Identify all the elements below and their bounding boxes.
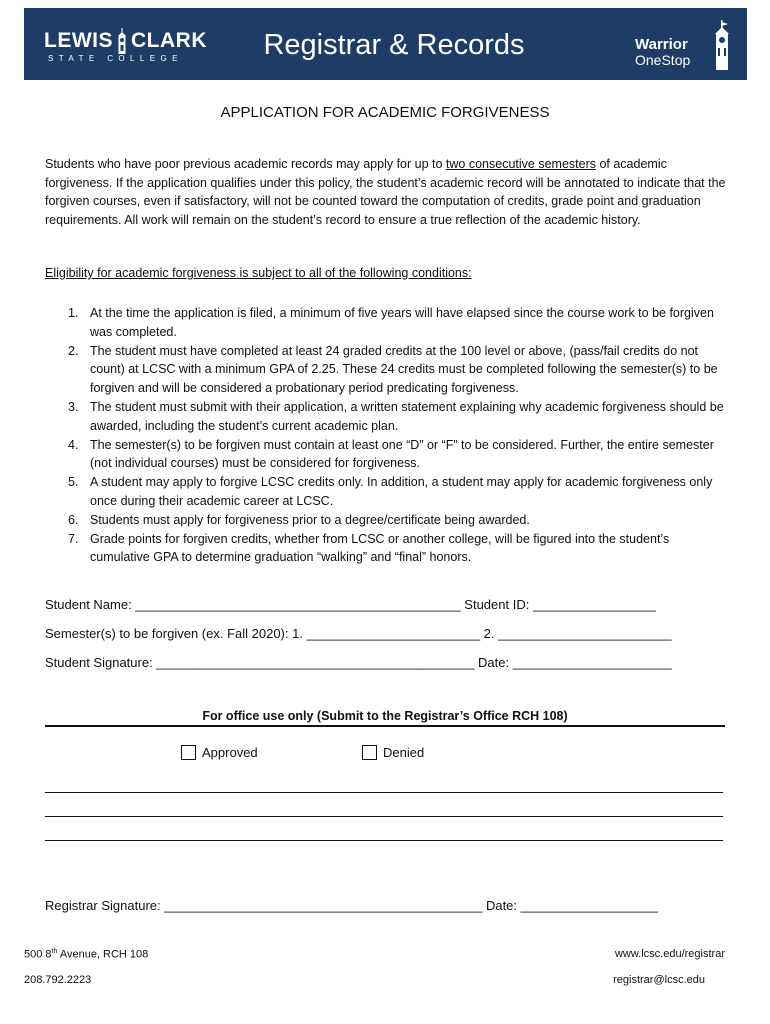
office-use-heading: For office use only (Submit to the Registrar’s Office RCH 108): [202, 709, 568, 723]
approved-label: Approved: [202, 745, 258, 760]
condition-item: 3. The student must submit with their application, a written statement explaining why academic forgiveness should be awarded, including the student’s current academic plan.: [68, 399, 724, 433]
condition-item: 4. The semester(s) to be forgiven must contain at least one “D” or “F” to be considered. Further, the entire semester (not individual courses) must be considered for forgiveness.: [68, 437, 714, 471]
logo-text-lewis: LEWIS: [44, 29, 113, 52]
warrior-onestop-logo: [633, 20, 733, 70]
intro-text-start: Students who have poor previous academic records may apply for up to: [45, 157, 446, 171]
notes-line[interactable]: [45, 792, 723, 793]
address: 500 8th Avenue, RCH 108: [24, 948, 149, 961]
intro-text-end: of academic forgiveness. If the application qualifies under this policy, the student’s academic record will be annotated to indicate that the forgiven courses, even if satisfactory, will not be counted toward the computation of credits, grade point and graduation requirements. All work will remain on the student’s record to ensure a true reflection of the academic history.: [45, 157, 726, 227]
approved-checkbox[interactable]: [181, 745, 258, 760]
conditions-list: [68, 304, 728, 567]
student-signature-field[interactable]: Student Signature: ____________________________________________ Date: ______________________: [45, 655, 672, 670]
divider: [45, 725, 725, 727]
checkbox-box[interactable]: [362, 745, 377, 760]
logo-subtitle: STATE COLLEGE: [48, 54, 183, 63]
phone-number: 208.792.2223: [24, 974, 92, 986]
lcsc-logo: [44, 26, 207, 63]
semesters-field[interactable]: Semester(s) to be forgiven (ex. Fall 2020): 1. ________________________ 2. ________________________: [45, 626, 672, 641]
intro-paragraph: [45, 155, 730, 229]
notes-line[interactable]: [45, 816, 723, 817]
logo-warrior-text: Warrior: [635, 36, 688, 53]
notes-line[interactable]: [45, 840, 723, 841]
logo-onestop-text: OneStop: [635, 52, 691, 68]
student-name-field[interactable]: Student Name: _____________________________________________ Student ID: _________________: [45, 597, 656, 612]
logo-text-clark: CLARK: [131, 29, 207, 52]
denied-checkbox[interactable]: [362, 745, 424, 760]
eligibility-heading: Eligibility for academic forgiveness is subject to all of the following conditions:: [45, 266, 472, 280]
website-link[interactable]: www.lcsc.edu/registrar: [614, 948, 725, 960]
denied-label: Denied: [383, 745, 425, 760]
condition-item: 7. Grade points for forgiven credits, whether from LCSC or another college, will be figured into the student’s cumulative GPA to determine graduation “walking” and “final” honors.: [68, 531, 670, 565]
registrar-signature-field[interactable]: Registrar Signature: ____________________________________________ Date: ___________________: [45, 898, 659, 913]
email-link[interactable]: registrar@lcsc.edu: [613, 974, 705, 986]
checkbox-box[interactable]: [181, 745, 196, 760]
condition-item: 5. A student may apply to forgive LCSC credits only. In addition, a student may apply for academic forgiveness only once during their academic career at LCSC.: [68, 475, 713, 508]
clock-tower-icon: [115, 28, 129, 54]
intro-underlined-text: two consecutive semesters: [445, 157, 596, 171]
header-banner: [24, 8, 747, 80]
clock-tower-icon: [711, 20, 733, 70]
condition-item: 6. Students must apply for forgiveness prior to a degree/certificate being awarded.: [68, 512, 530, 527]
condition-item: 2. The student must have completed at least 24 graded credits at the 100 level or above, (pass/fail credits do not count) at LCSC with a minimum GPA of 2.25. These 24 credits must be completed following the semester(s) to be forgiven and will be considered a probationary period predicating forgiveness.: [68, 343, 718, 396]
document-title: APPLICATION FOR ACADEMIC FORGIVENESS: [220, 104, 550, 121]
page-title: Registrar & Records: [263, 29, 525, 61]
condition-item: 1. At the time the application is filed, a minimum of five years will have elapsed since the course work to be forgiven was completed.: [68, 306, 714, 339]
